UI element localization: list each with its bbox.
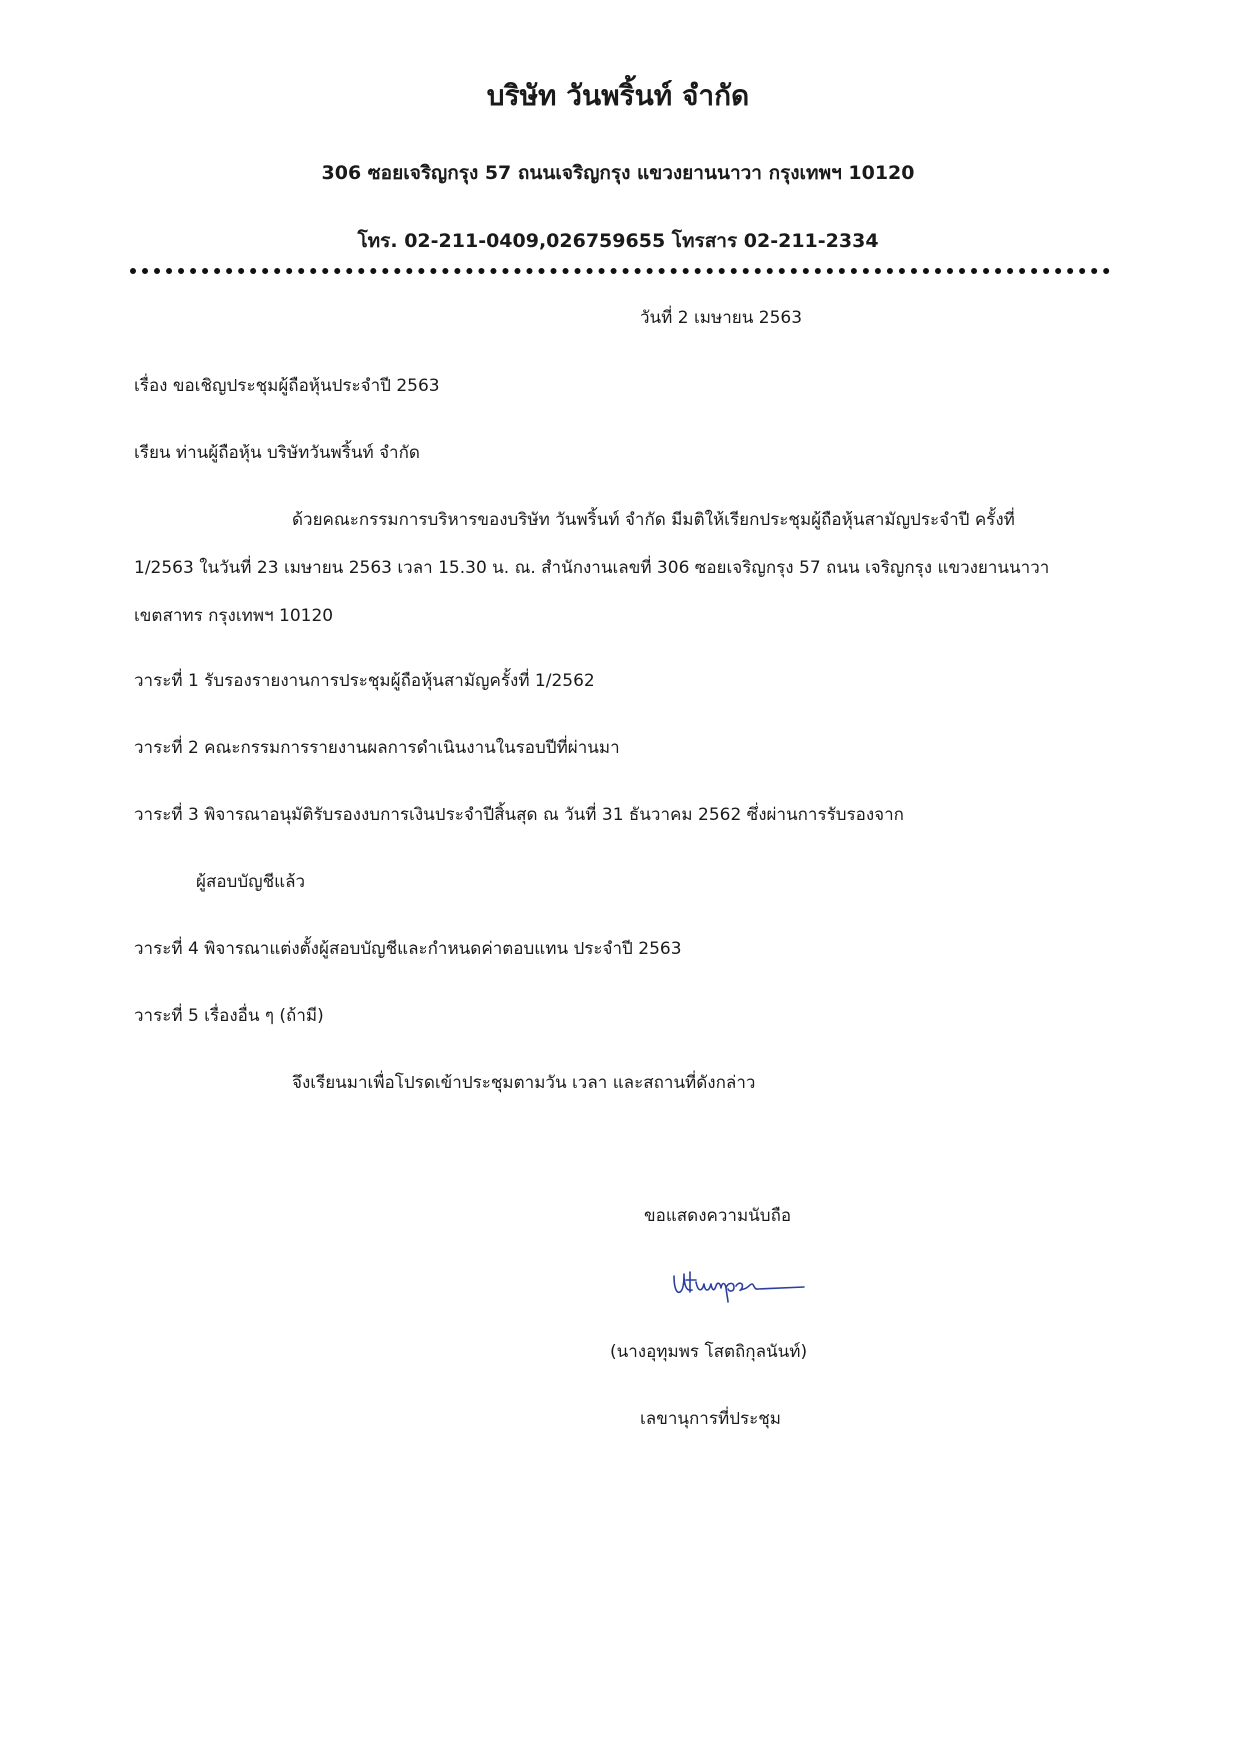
letter-subject: เรื่อง ขอเชิญประชุมผู้ถือหุ้นประจำปี 2563 [134,376,440,396]
signatory-name: (นางอุทุมพร โสตถิกุลนันท์) [610,1342,808,1362]
paragraph-line: 1/2563 ในวันที่ 23 เมษายน 2563 เวลา 15.30 น. ณ. สำนักงานเลขที่ 306 ซอยเจริญกรุง 57 ถนน เจริญกรุง แขวงยานนาวา [134,558,1050,578]
agenda-item-5: วาระที่ 5 เรื่องอื่น ๆ (ถ้ามี) [134,1006,324,1026]
company-address: 306 ซอยเจริญกรุง 57 ถนนเจริญกรุง แขวงยานนาวา กรุงเทพฯ 10120 [321,162,915,184]
agenda-item-2: วาระที่ 2 คณะกรรมการรายงานผลการดำเนินงานในรอบปีที่ผ่านมา [134,738,620,758]
dotted-separator [130,268,1110,274]
paragraph-line: ด้วยคณะกรรมการบริหารของบริษัท วันพริ้นท์ จำกัด มีมติให้เรียกประชุมผู้ถือหุ้นสามัญประจำปี ครั้งที่ [292,510,1015,530]
closing-line: จึงเรียนมาเพื่อโปรดเข้าประชุมตามวัน เวลา และสถานที่ดังกล่าว [292,1073,756,1093]
agenda-item-3: วาระที่ 3 พิจารณาอนุมัติรับรองงบการเงินประจำปีสิ้นสุด ณ วันที่ 31 ธันวาคม 2562 ซึ่งผ่านการรับรองจาก [134,805,904,825]
agenda-item-3-continuation: ผู้สอบบัญชีแล้ว [196,872,306,892]
company-name: บริษัท วันพริ้นท์ จำกัด [486,79,750,112]
company-phone-fax: โทร. 02-211-0409,026759655 โทรสาร 02-211-2334 [357,230,879,252]
agenda-item-1: วาระที่ 1 รับรองรายงานการประชุมผู้ถือหุ้นสามัญครั้งที่ 1/2562 [134,671,595,691]
letter-recipient: เรียน ท่านผู้ถือหุ้น บริษัทวันพริ้นท์ จำกัด [134,443,420,463]
agenda-item-4: วาระที่ 4 พิจารณาแต่งตั้งผู้สอบบัญชีและกำหนดค่าตอบแทน ประจำปี 2563 [134,939,682,959]
paragraph-line: เขตสาทร กรุงเทพฯ 10120 [134,606,334,626]
handwritten-signature [668,1262,808,1306]
letter-date: วันที่ 2 เมษายน 2563 [640,308,803,328]
signatory-title: เลขานุการที่ประชุม [640,1409,781,1429]
regards-line: ขอแสดงความนับถือ [644,1206,792,1226]
